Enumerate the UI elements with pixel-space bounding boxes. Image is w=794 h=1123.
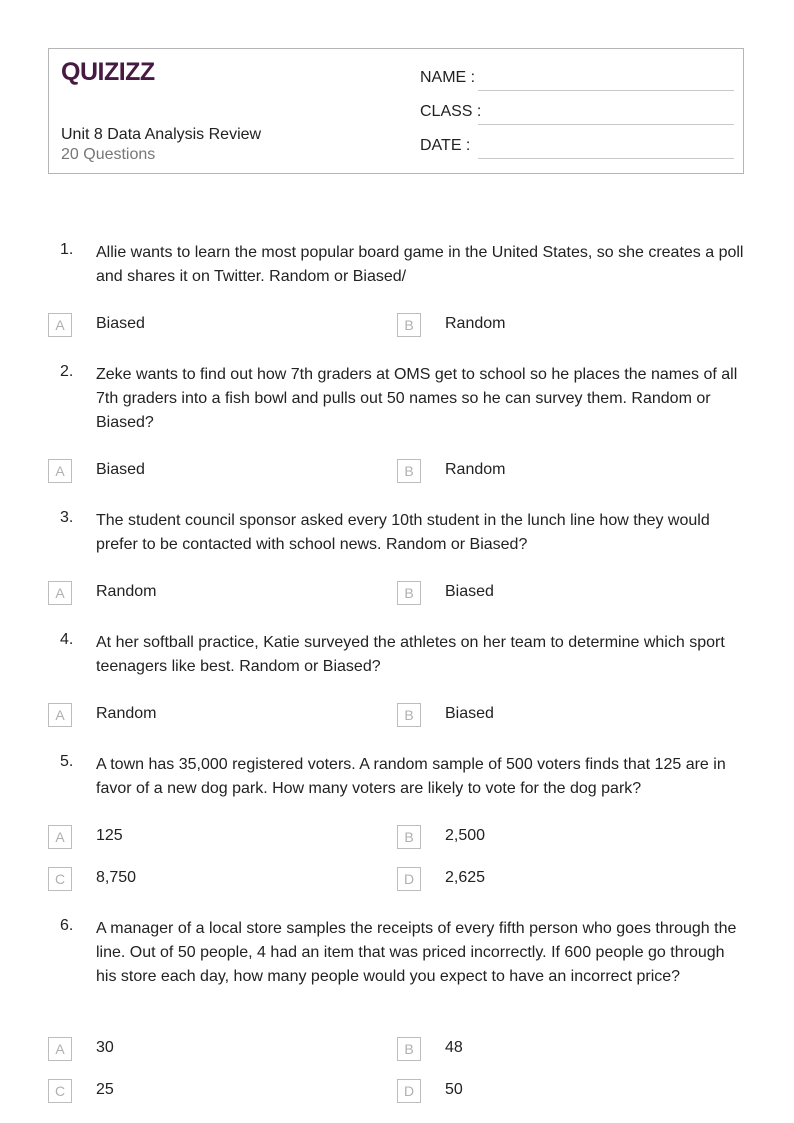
option-text: 125 <box>96 827 123 844</box>
name-field[interactable] <box>420 69 734 93</box>
class-line <box>478 124 734 125</box>
option-letter: A <box>48 313 72 337</box>
option-text: 48 <box>445 1039 463 1056</box>
option-letter: B <box>397 703 421 727</box>
name-label: NAME : <box>420 69 476 86</box>
option-letter: B <box>397 1037 421 1061</box>
class-field[interactable] <box>420 103 734 127</box>
date-line <box>478 158 734 159</box>
option-text: Random <box>445 461 506 478</box>
worksheet-title: Unit 8 Data Analysis Review <box>61 126 262 143</box>
question-text: Allie wants to learn the most popular board game in the United States, so she creates a poll and shares it on Twitter. Random or Biased/ <box>96 244 744 285</box>
option-letter: B <box>397 459 421 483</box>
option-letter: D <box>397 1079 421 1103</box>
question-number: 5. <box>60 753 74 770</box>
option-letter: A <box>48 581 72 605</box>
question-text: A town has 35,000 registered voters. A random sample of 500 voters finds that 125 are in favor of a new dog park. How many voters are likely to vote for the dog park? <box>96 756 726 797</box>
option-text: 25 <box>96 1081 114 1098</box>
question-text: At her softball practice, Katie surveyed the athletes on her team to determine which sport teenagers like best. Random or Biased? <box>96 634 725 675</box>
date-label: DATE : <box>420 137 471 154</box>
question-number: 1. <box>60 241 74 258</box>
option-letter: A <box>48 1037 72 1061</box>
option-text: 2,500 <box>445 827 486 844</box>
option-text: 8,750 <box>96 869 137 886</box>
quizizz-logo: QUIZIZZ <box>61 58 155 86</box>
option-text: 50 <box>445 1081 463 1098</box>
option-text: Biased <box>96 315 145 332</box>
option-letter: B <box>397 313 421 337</box>
option-letter: A <box>48 703 72 727</box>
question-number: 3. <box>60 509 74 526</box>
option-letter: C <box>48 867 72 891</box>
question-text: A manager of a local store samples the receipts of every fifth person who goes through the line. Out of 50 people, 4 had an item that was priced incorrectly. If 600 people go through his store each day, how many people would you expect to have an incorrect price? <box>96 920 737 985</box>
option-text: Biased <box>96 461 145 478</box>
class-label: CLASS : <box>420 103 482 120</box>
worksheet-header <box>48 48 744 174</box>
question-number: 2. <box>60 363 74 380</box>
option-text: 2,625 <box>445 869 486 886</box>
option-text: Random <box>445 315 506 332</box>
option-letter: B <box>397 825 421 849</box>
question-number: 4. <box>60 631 74 648</box>
date-field[interactable] <box>420 137 734 161</box>
name-line <box>478 90 734 91</box>
question-number: 6. <box>60 917 74 934</box>
option-letter: A <box>48 459 72 483</box>
option-letter: D <box>397 867 421 891</box>
question-text: The student council sponsor asked every 10th student in the lunch line how they would prefer to be contacted with school news. Random or Biased? <box>96 512 710 553</box>
option-text: Random <box>96 705 157 722</box>
option-text: Random <box>96 583 157 600</box>
option-text: 30 <box>96 1039 114 1056</box>
option-text: Biased <box>445 705 494 722</box>
option-letter: A <box>48 825 72 849</box>
option-text: Biased <box>445 583 494 600</box>
option-letter: B <box>397 581 421 605</box>
option-letter: C <box>48 1079 72 1103</box>
question-count: 20 Questions <box>61 146 156 163</box>
question-text: Zeke wants to find out how 7th graders at OMS get to school so he places the names of all 7th graders into a fish bowl and pulls out 50 names so he can survey them. Random or Biased? <box>96 366 738 431</box>
